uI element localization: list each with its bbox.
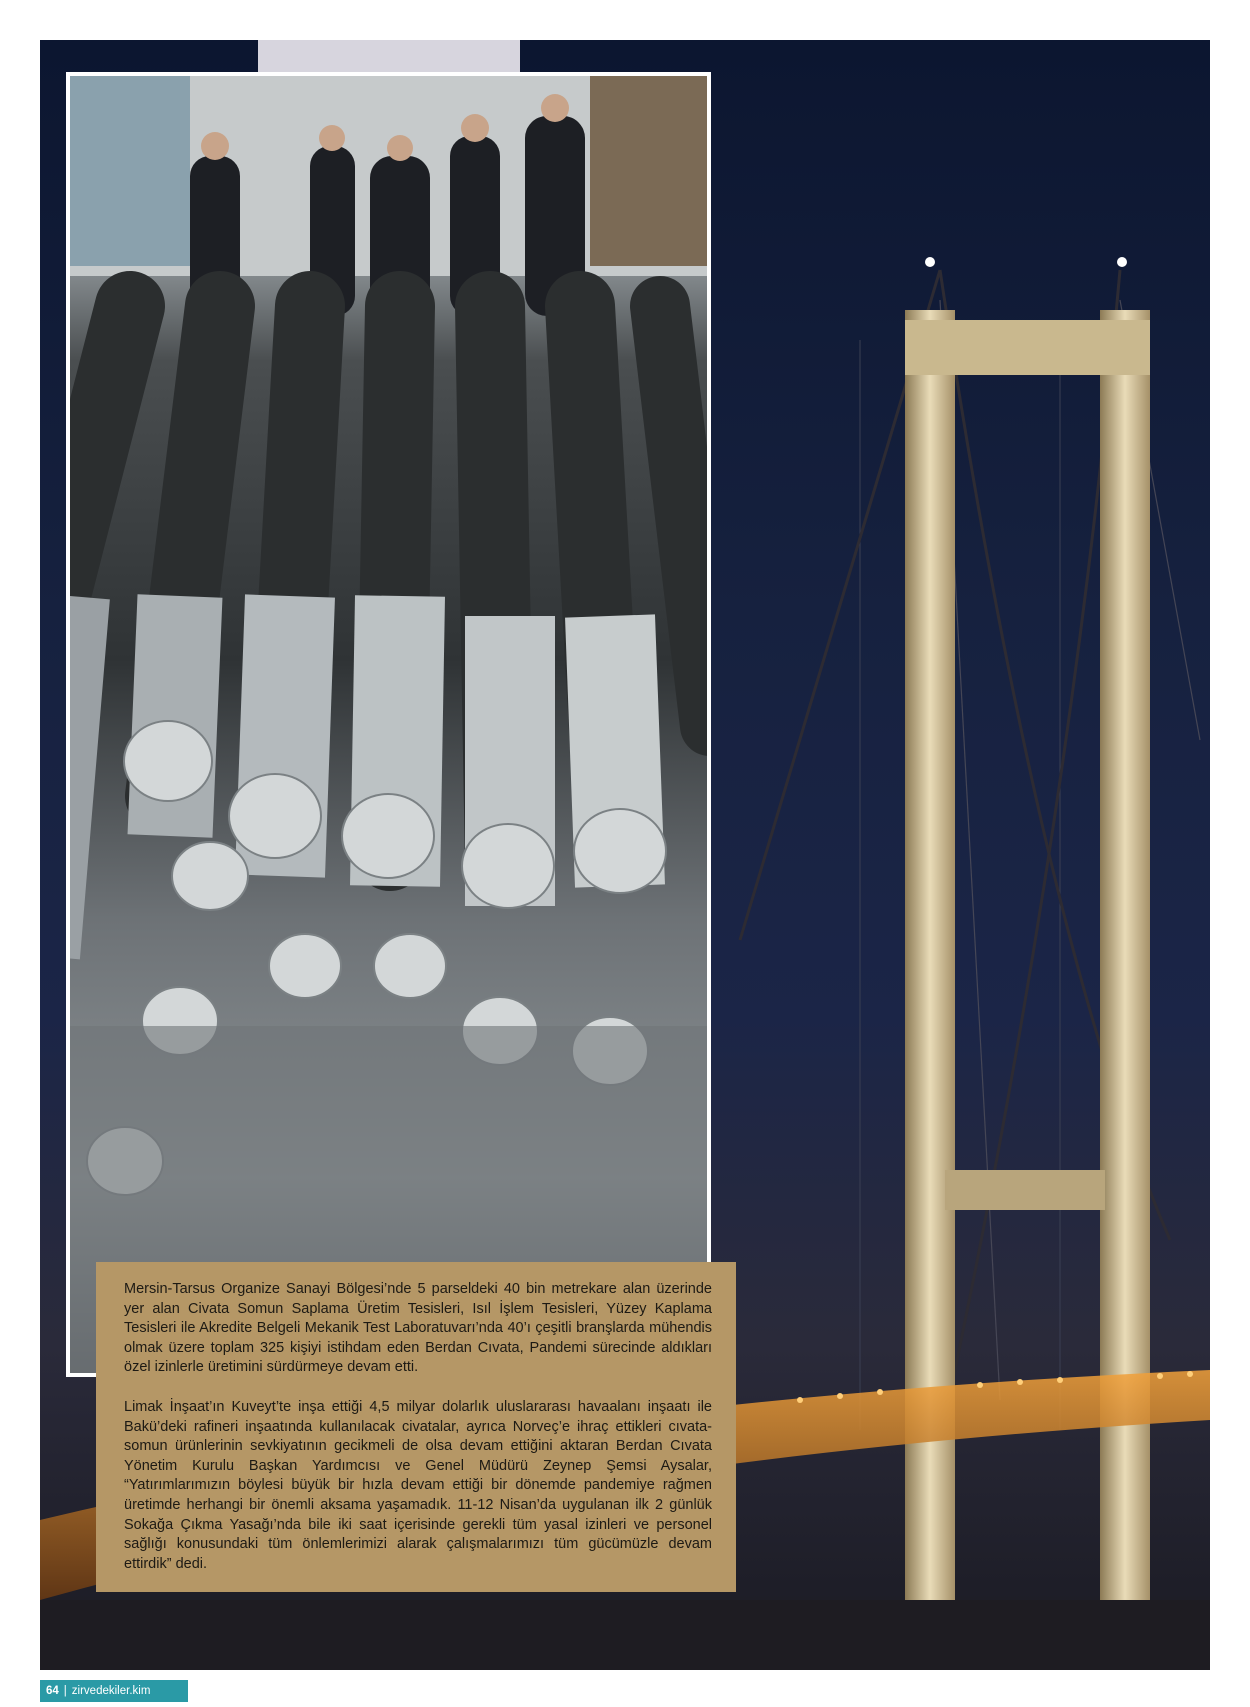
page-number: 64 [46,1685,59,1697]
factory-photo-frame [66,72,711,1377]
article-paragraph-1: Mersin-Tarsus Organize Sanayi Bölgesi’nde 5 parseldeki 40 bin metrekare alan üzerinde yer alan Civata Somun Saplama Üretim Tesisleri, Isıl İşlem Tesisleri, Yüzey Kaplama Tesisleri ile Akredite Belgeli Mekanik Test Laboratuvarı’nda 40’ı çeşitli branşlarda mühendis olmak üzere toplam 325 kişiyi istihdam eden Berdan Cıvata, Pandemi sürecinde aldıkları özel izinlerle üretimini sürdürmeye devam etti. [124,1281,712,1376]
footer-site-link[interactable]: zirvedekiler.kim [71,1685,151,1697]
footer-separator: | [63,1685,67,1697]
article-text-box [96,1262,736,1592]
threaded-rods-illustration [70,76,707,1373]
page-footer [40,1680,188,1702]
threaded-rods-photo [70,76,707,1373]
header-tab [258,40,520,74]
article-paragraph-2: Limak İnşaat’ın Kuveyt’te inşa ettiği 4,5 milyar dolarlık uluslararası havaalanı inşaatı ile Bakü’deki rafineri inşaatında kullanılacak civatalar, ayrıca Norveç’e ihraç ettikleri cıvata-somun ürünlerinin sevkiyatının gecikmeli de olsa devam ettiğini aktaran Berdan Cıvata Yönetim Kurulu Başkan Yardımcısı ve Genel Müdürü Zeynep Şemsi Aysalar, “Yatırımlarımızın böylesi büyük bir hızla devam ettiği bir dönemde pandemiye rağmen üretimde herhangi bir önemli aksama yaşamadık. 11-12 Nisan’da uygulanan ilk 2 günlük Sokağa Çıkma Yasağı’nda bile iki saat içerisinde gerekli tüm yasal izinleri ve personel sağlığı konusundaki tüm önlemlerimizi alarak çalışmalarımızı tüm gücümüzle devam ettirdik” dedi. [124,1398,712,1572]
